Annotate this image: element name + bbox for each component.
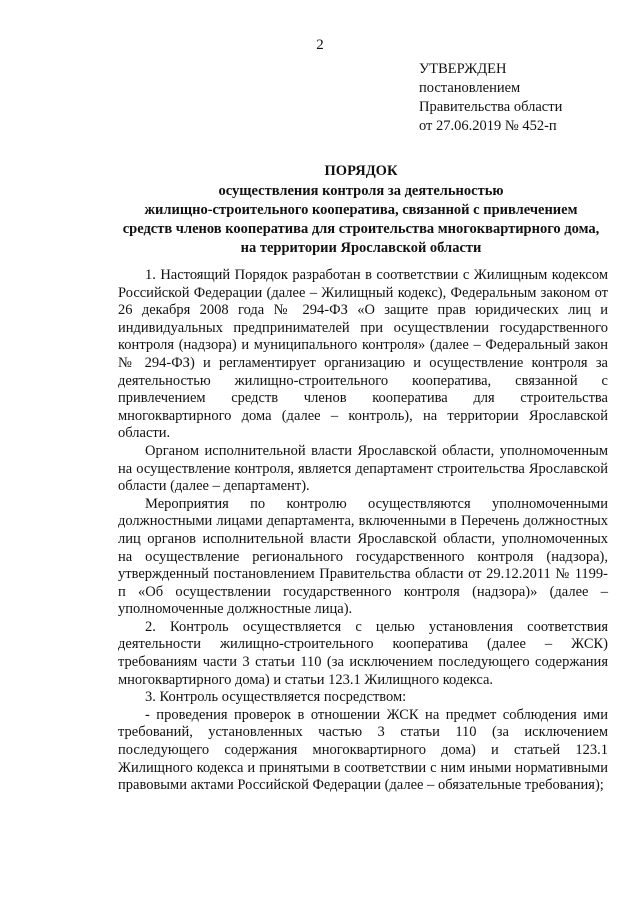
paragraph: 2. Контроль осуществляется с целью установления соответствия деятельности жилищно-строительного кооператива (далее – ЖСК) требованиям части 3 статьи 110 (за исключением последующего содержания многоквартирного дома) и статьи 123.1 Жилищного кодекса. <box>118 618 608 688</box>
title-line: жилищно-строительного кооператива, связанной с привлечением <box>144 202 578 218</box>
paragraph: Мероприятия по контролю осуществляются уполномоченными должностными лицами департамента, включенными в Перечень должностных лиц органов исполнительной власти Ярославской области, уполномоченных на осуществление регионального государственного контроля (надзора), утвержденный постановлением Правительства области от 29.12.2011 № 1199-п «Об осуществлении государственного контроля (надзора)» (далее – уполномоченные должностные лица). <box>118 495 608 618</box>
title-main: ПОРЯДОК <box>324 163 398 179</box>
approval-line: УТВЕРЖДЕН <box>419 61 507 77</box>
approval-line: постановлением <box>419 80 521 96</box>
paragraph: - проведения проверок в отношении ЖСК на предмет соблюдения ими требований, установленных частью 3 статьи 110 (за исключением последующего содержания многоквартирного дома) и статьей 123.1 Жилищного кодекса и принятыми в соответствии с ним иными нормативными правовыми актами Российской Федерации (далее – обязательные требования); <box>118 706 608 794</box>
document-title <box>96 162 626 258</box>
title-line: осуществления контроля за деятельностью <box>218 183 504 199</box>
approval-line: Правительства области <box>419 99 563 115</box>
approval-block <box>419 60 562 136</box>
paragraph: Органом исполнительной власти Ярославской области, уполномоченным на осуществление контроля, является департамент строительства Ярославской области (далее – департамент). <box>118 442 608 495</box>
paragraph: 1. Настоящий Порядок разработан в соответствии с Жилищным кодексом Российской Федерации (далее – Жилищный кодекс), Федеральным законом от 26 декабря 2008 года № 294-ФЗ «О защите прав юридических лиц и индивидуальных предпринимателей при осуществлении государственного контроля (надзора) и муниципального контроля» (далее – Федеральный закон № 294-ФЗ) и регламентирует организацию и осуществление контроля за деятельностью жилищно-строительного кооператива, связанной с привлечением средств членов кооператива для строительства многоквартирного дома (далее – контроль), на территории Ярославской области. <box>118 267 608 442</box>
approval-line: от 27.06.2019 № 452-п <box>419 118 557 134</box>
document-body <box>118 267 608 795</box>
page-number: 2 <box>316 37 324 53</box>
title-line: на территории Ярославской области <box>240 240 482 256</box>
title-line: средств членов кооператива для строительства многоквартирного дома, <box>122 221 600 237</box>
paragraph: 3. Контроль осуществляется посредством: <box>145 689 407 706</box>
